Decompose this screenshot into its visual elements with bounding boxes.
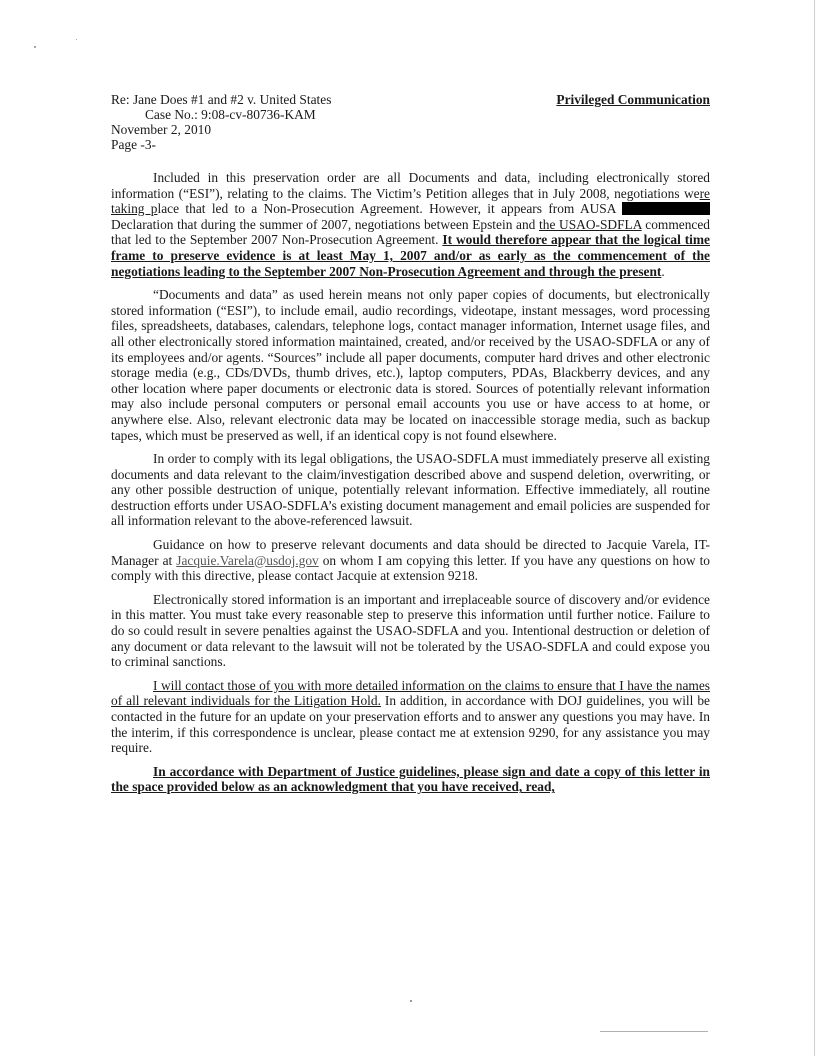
paragraph-documents-definition: “Documents and data” as used herein means not only paper copies of documents, but electronically stored information (“ESI”), to include email, audio recordings, videotape, instant messages, word processing files, spreadsheets, databases, calendars, telephone logs, contact manager information, Internet usage files, and all other electronically stored information maintained, created, and/or received by the USAO-SDFLA or any of its employees and/or agents. “Sources” include all paper documents, computer hard drives and other electronic storage media (e.g., CDs/DVDs, thumb drives, etc.), laptop computers, PDAs, Blackberry devices, and any other location where paper documents or electronic data is stored. Sources of potentially relevant information may also include personal computers or personal email accounts you use or have access to at home, or anywhere else. Also, relevant electronic data may be located on inaccessible storage media, such as backup tapes, which must be preserved as well, if an identical copy is not found elsewhere. <box>111 287 710 443</box>
paragraph-esi-warning: Electronically stored information is an important and irreplaceable source of discovery and/or evidence in this matter. You must take every reasonable step to preserve this information until further notice. Failure to do so could result in severe penalties against the USAO-SDFLA and you. Intentional destruction or deletion of any document or data relevant to the lawsuit will not be tolerated by the USAO-SDFLA and could expose you to criminal sanctions. <box>111 591 710 670</box>
scan-speck <box>34 46 36 48</box>
re-line: Re: Jane Does #1 and #2 v. United States <box>111 92 332 107</box>
paragraph-preservation-scope: Included in this preservation order are all Documents and data, including electronically stored information (“ESI”), relating to the claims. The Victim’s Petition alleges that in July 2008, negotiations were taking place that led to a Non-Prosecution Agreement. However, it appears from AUSA Declaration that during the summer of 2007, negotiations between Epstein and the USAO-SDFLA commenced that led to the September 2007 Non-Prosecution Agreement. It would therefore appear that the logical time frame to preserve evidence is at least May 1, 2007 and/or as early as the commencement of the negotiations leading to the September 2007 Non-Prosecution Agreement and through the present. <box>111 170 710 279</box>
letter-body <box>111 170 710 803</box>
case-number-line: Case No.: 9:08-cv-80736-KAM <box>145 107 316 122</box>
paragraph-guidance: Guidance on how to preserve relevant documents and data should be directed to Jacquie Varela, IT-Manager at Jacquie.Varela@usdoj.gov on whom I am copying this letter. If you have any questions on how to comply with this directive, please contact Jacquie at extension 9218. <box>111 537 711 584</box>
paragraph-legal-obligations: In order to comply with its legal obligations, the USAO-SDFLA must immediately preserve all existing documents and data relevant to the claim/investigation described above and suspend deletion, overwriting, or any other possible destruction of unique, potentially relevant information. Effective immediately, all routine destruction efforts under USAO-SDFLA’s existing document management and email policies are suspended for all information relevant to the above-referenced lawsuit. <box>111 451 710 529</box>
email-link[interactable]: Jacquie.Varela@usdoj.gov <box>176 552 319 568</box>
paragraph-contact: I will contact those of you with more detailed information on the claims to ensure that I have the names of all relevant individuals for the Litigation Hold. In addition, in accordance with DOJ guidelines, you will be contacted in the future for an update on your preservation efforts and to answer any questions you may have. In the interim, if this correspondence is unclear, please contact me at extension 9290, for any assistance you may require. <box>111 677 710 756</box>
page-edge <box>814 0 815 1056</box>
date-line: November 2, 2010 <box>111 122 212 137</box>
privileged-communication-label: Privileged Communication <box>556 92 710 107</box>
page-number-line: Page -3- <box>111 137 156 152</box>
time-frame-statement: It would therefore appear that the logical time frame to preserve evidence is at least May 1, 2007 and/or as early as the commencement of the negotiations leading to the September 2007 Non-Prosecution Agreement and through the present <box>111 232 710 279</box>
scan-speck <box>76 39 77 40</box>
scan-speck <box>410 1000 412 1002</box>
footer-rule <box>600 1031 708 1032</box>
paragraph-acknowledgment: In accordance with Department of Justice guidelines, please sign and date a copy of this letter in the space provided below as an acknowledgment that you have received, read, <box>111 763 710 795</box>
redaction-box <box>622 202 710 215</box>
